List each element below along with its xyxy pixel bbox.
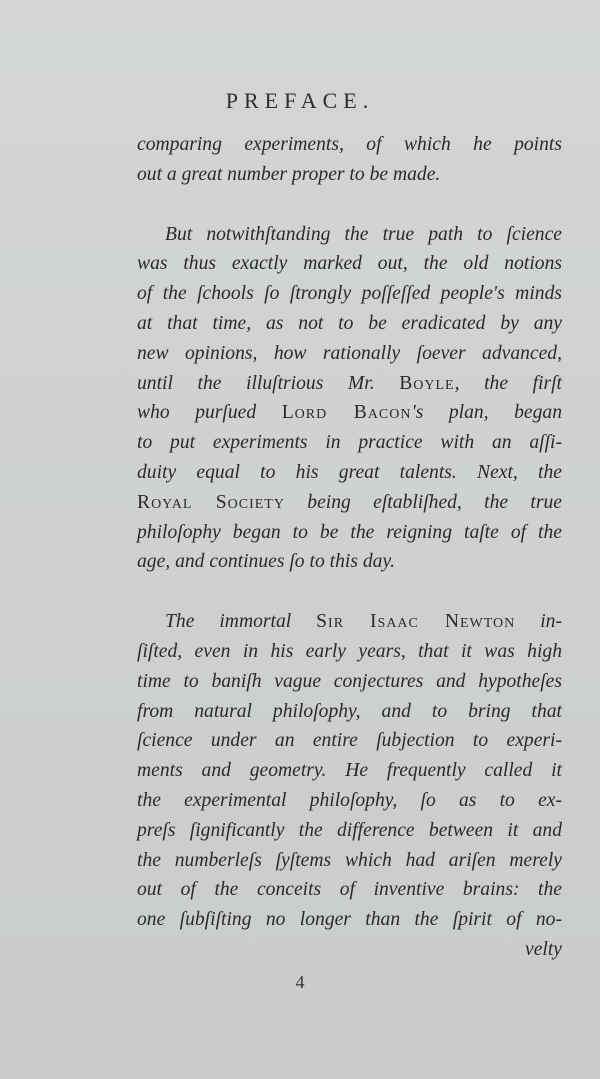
line-text: in- bbox=[515, 611, 563, 633]
name-lord-bacon: Lord Bacon bbox=[281, 402, 412, 424]
text-line bbox=[137, 398, 562, 428]
text-line bbox=[137, 339, 562, 369]
text-line bbox=[137, 786, 562, 816]
line-text: The immortal bbox=[165, 611, 317, 633]
text-line bbox=[137, 249, 562, 279]
line-text: until the illuſtrious Mr. bbox=[137, 372, 400, 394]
catchword: velty bbox=[525, 938, 562, 960]
line-text: new opinions, how rationally ſoever advanced, bbox=[137, 342, 562, 364]
text-line bbox=[137, 279, 562, 309]
page-title: PREFACE. bbox=[225, 88, 375, 113]
line-text: comparing experiments, of which he points bbox=[137, 134, 562, 155]
text-line bbox=[137, 130, 562, 160]
page-number: 4 bbox=[295, 972, 305, 992]
text-line bbox=[137, 220, 562, 250]
text-line bbox=[137, 637, 562, 667]
line-text: 's plan, began bbox=[411, 402, 562, 424]
line-text: was thus exactly marked out, the old notions bbox=[137, 253, 562, 275]
text-line bbox=[137, 547, 562, 577]
line-text: the numberleſs ſyſtems which had ariſen merely bbox=[137, 849, 562, 871]
text-line bbox=[137, 428, 562, 458]
text-line bbox=[137, 667, 562, 697]
text-line bbox=[137, 875, 562, 905]
body-text bbox=[137, 130, 562, 965]
line-text: But notwithſtanding the true path to ſcience bbox=[165, 223, 562, 245]
line-text: ſcience under an entire ſubjection to experi- bbox=[137, 730, 562, 752]
line-text: out of the conceits of inventive brains: the bbox=[137, 879, 562, 901]
line-text: ſiſted, even in his early years, that it was high bbox=[137, 640, 562, 662]
line-text: being eſtabliſhed, the true bbox=[284, 491, 562, 513]
text-line bbox=[137, 816, 562, 846]
text-line bbox=[137, 905, 562, 935]
text-line bbox=[137, 846, 562, 876]
text-line bbox=[137, 756, 562, 786]
line-text: at that time, as not to be eradicated by any bbox=[137, 312, 562, 334]
line-text: to put experiments in practice with an aſſi- bbox=[137, 432, 562, 454]
line-text: preſs ſignificantly the difference between it and bbox=[137, 819, 562, 841]
text-line bbox=[137, 309, 562, 339]
line-text: of the ſchools ſo ſtrongly poſſeſſed people's minds bbox=[137, 283, 562, 305]
line-text: philoſophy began to be the reigning taſte of the bbox=[137, 521, 562, 543]
line-text: duity equal to his great talents. Next, the bbox=[137, 461, 562, 483]
name-boyle: Boyle bbox=[399, 372, 455, 394]
line-text: , the firſt bbox=[454, 372, 562, 394]
text-line bbox=[137, 726, 562, 756]
text-line bbox=[137, 488, 562, 518]
name-royal-society: Royal Society bbox=[137, 491, 285, 513]
text-line bbox=[137, 160, 562, 190]
text-line bbox=[137, 518, 562, 548]
line-text: time to baniſh vague conjectures and hypotheſes bbox=[137, 670, 562, 692]
text-line bbox=[137, 458, 562, 488]
text-line bbox=[137, 607, 562, 637]
text-line bbox=[137, 369, 562, 399]
line-text: out a great number proper to be made. bbox=[137, 163, 441, 185]
line-text: age, and continues ſo to this day. bbox=[137, 551, 395, 573]
line-text: who purſued bbox=[137, 402, 282, 424]
text-line bbox=[137, 697, 562, 727]
line-text: ments and geometry. He frequently called it bbox=[137, 760, 562, 782]
name-newton: Sir Isaac Newton bbox=[316, 611, 516, 633]
line-text: the experimental philoſophy, ſo as to ex- bbox=[137, 789, 562, 811]
line-text: from natural philoſophy, and to bring that bbox=[137, 700, 562, 722]
line-text: one ſubſiſting no longer than the ſpirit of no- bbox=[137, 909, 562, 931]
